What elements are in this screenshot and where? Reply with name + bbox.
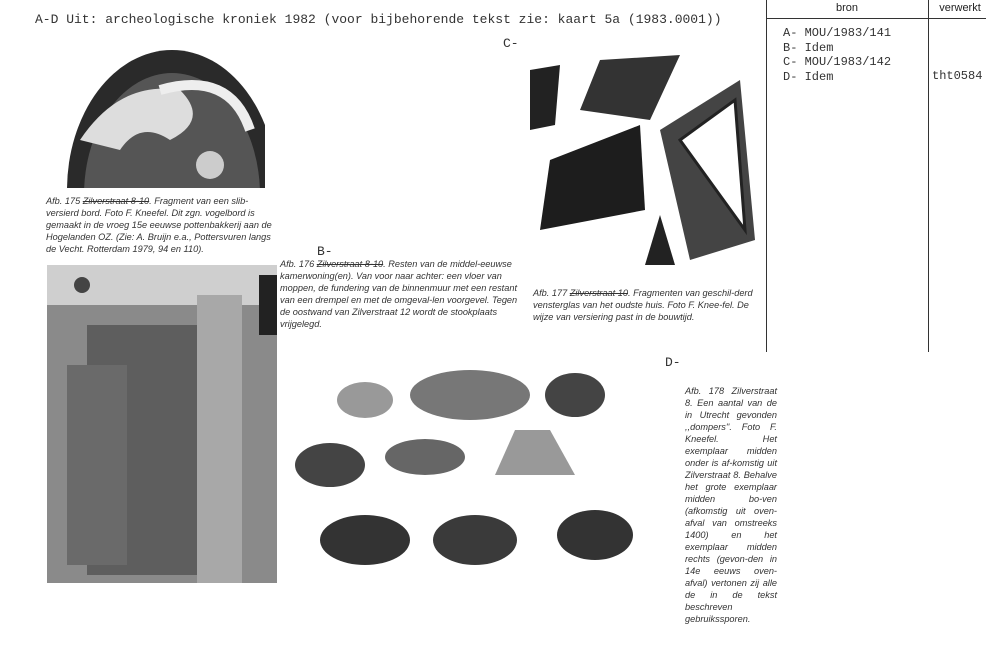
caption-177: Afb. 177 Zilverstraat 10. Fragmenten van geschil-derd vensterglas van het oudste huis. Foto F. Knee-fel. De wijze van versiering past in de bouwtijd.: [533, 288, 753, 322]
dompers-photo: [290, 345, 640, 580]
header-bron: bron: [835, 2, 859, 14]
page-title: A-D Uit: archeologische kroniek 1982 (voor bijbehorende tekst zie: kaart 5a (1983.0001)): [35, 12, 722, 27]
header-verwerkt: verwerkt: [939, 2, 981, 14]
label-d: D-: [665, 355, 681, 370]
caption-178: Afb. 178 Zilverstraat 8. Een aantal van de in Utrecht gevonden ,,dompers''. Foto F. Kneefel. Het exemplaar midden onder is af-komstig uit Zilverstraat 8. Behalve het grote exemplaar midden bo-ven (afkomstig uit oven-afval van omstreeks 1400) en het exemplaar midden rechts (gevon-den in 14e eeuws oven-afval) vertonen zij alle de in de tekst beschreven gebruikssporen.: [685, 386, 777, 624]
verwerkt-cell: tht0584: [932, 69, 983, 83]
caption-176: Afb. 176 Zilverstraat 8-10. Resten van de middel-eeuwse kamerwoning(en). Van voor naar achter: een vloer van moppen, de fundering van de binnenmuur met een restant van een drempel en met de omgeval-len voorgevel. Tegen de oostwand van Zilverstraat 12 wordt de stookplaats vrijgelegd.: [280, 259, 518, 329]
excavation-photo: [47, 265, 277, 583]
table-left-border: [766, 0, 767, 352]
label-c: C-: [503, 36, 519, 51]
caption-175: Afb. 175 Zilverstraat 8-10. Fragment van een slib-versierd bord. Foto F. Kneefel. Dit zgn. vogelbord is gemaakt in de vroeg 15e eeuwse pottenbakkerij aan de Hogelanden OZ. (Zie: A. Bruijn e.a., Pottersvuren langs de Vecht. Rotterdam 1979, 94 en 110).: [46, 196, 272, 254]
bron-column: [783, 26, 891, 84]
bron-row: A- MOU/1983/141: [783, 26, 892, 40]
bron-row: C- MOU/1983/142: [783, 55, 892, 69]
table-column-divider: [928, 0, 929, 352]
bron-row: D- Idem: [783, 69, 834, 84]
window-glass-photo: [530, 50, 766, 265]
plate-photo: [60, 50, 265, 188]
table-header-divider: [766, 18, 986, 19]
bron-row: B- Idem: [783, 40, 834, 55]
label-b: B-: [317, 244, 333, 259]
